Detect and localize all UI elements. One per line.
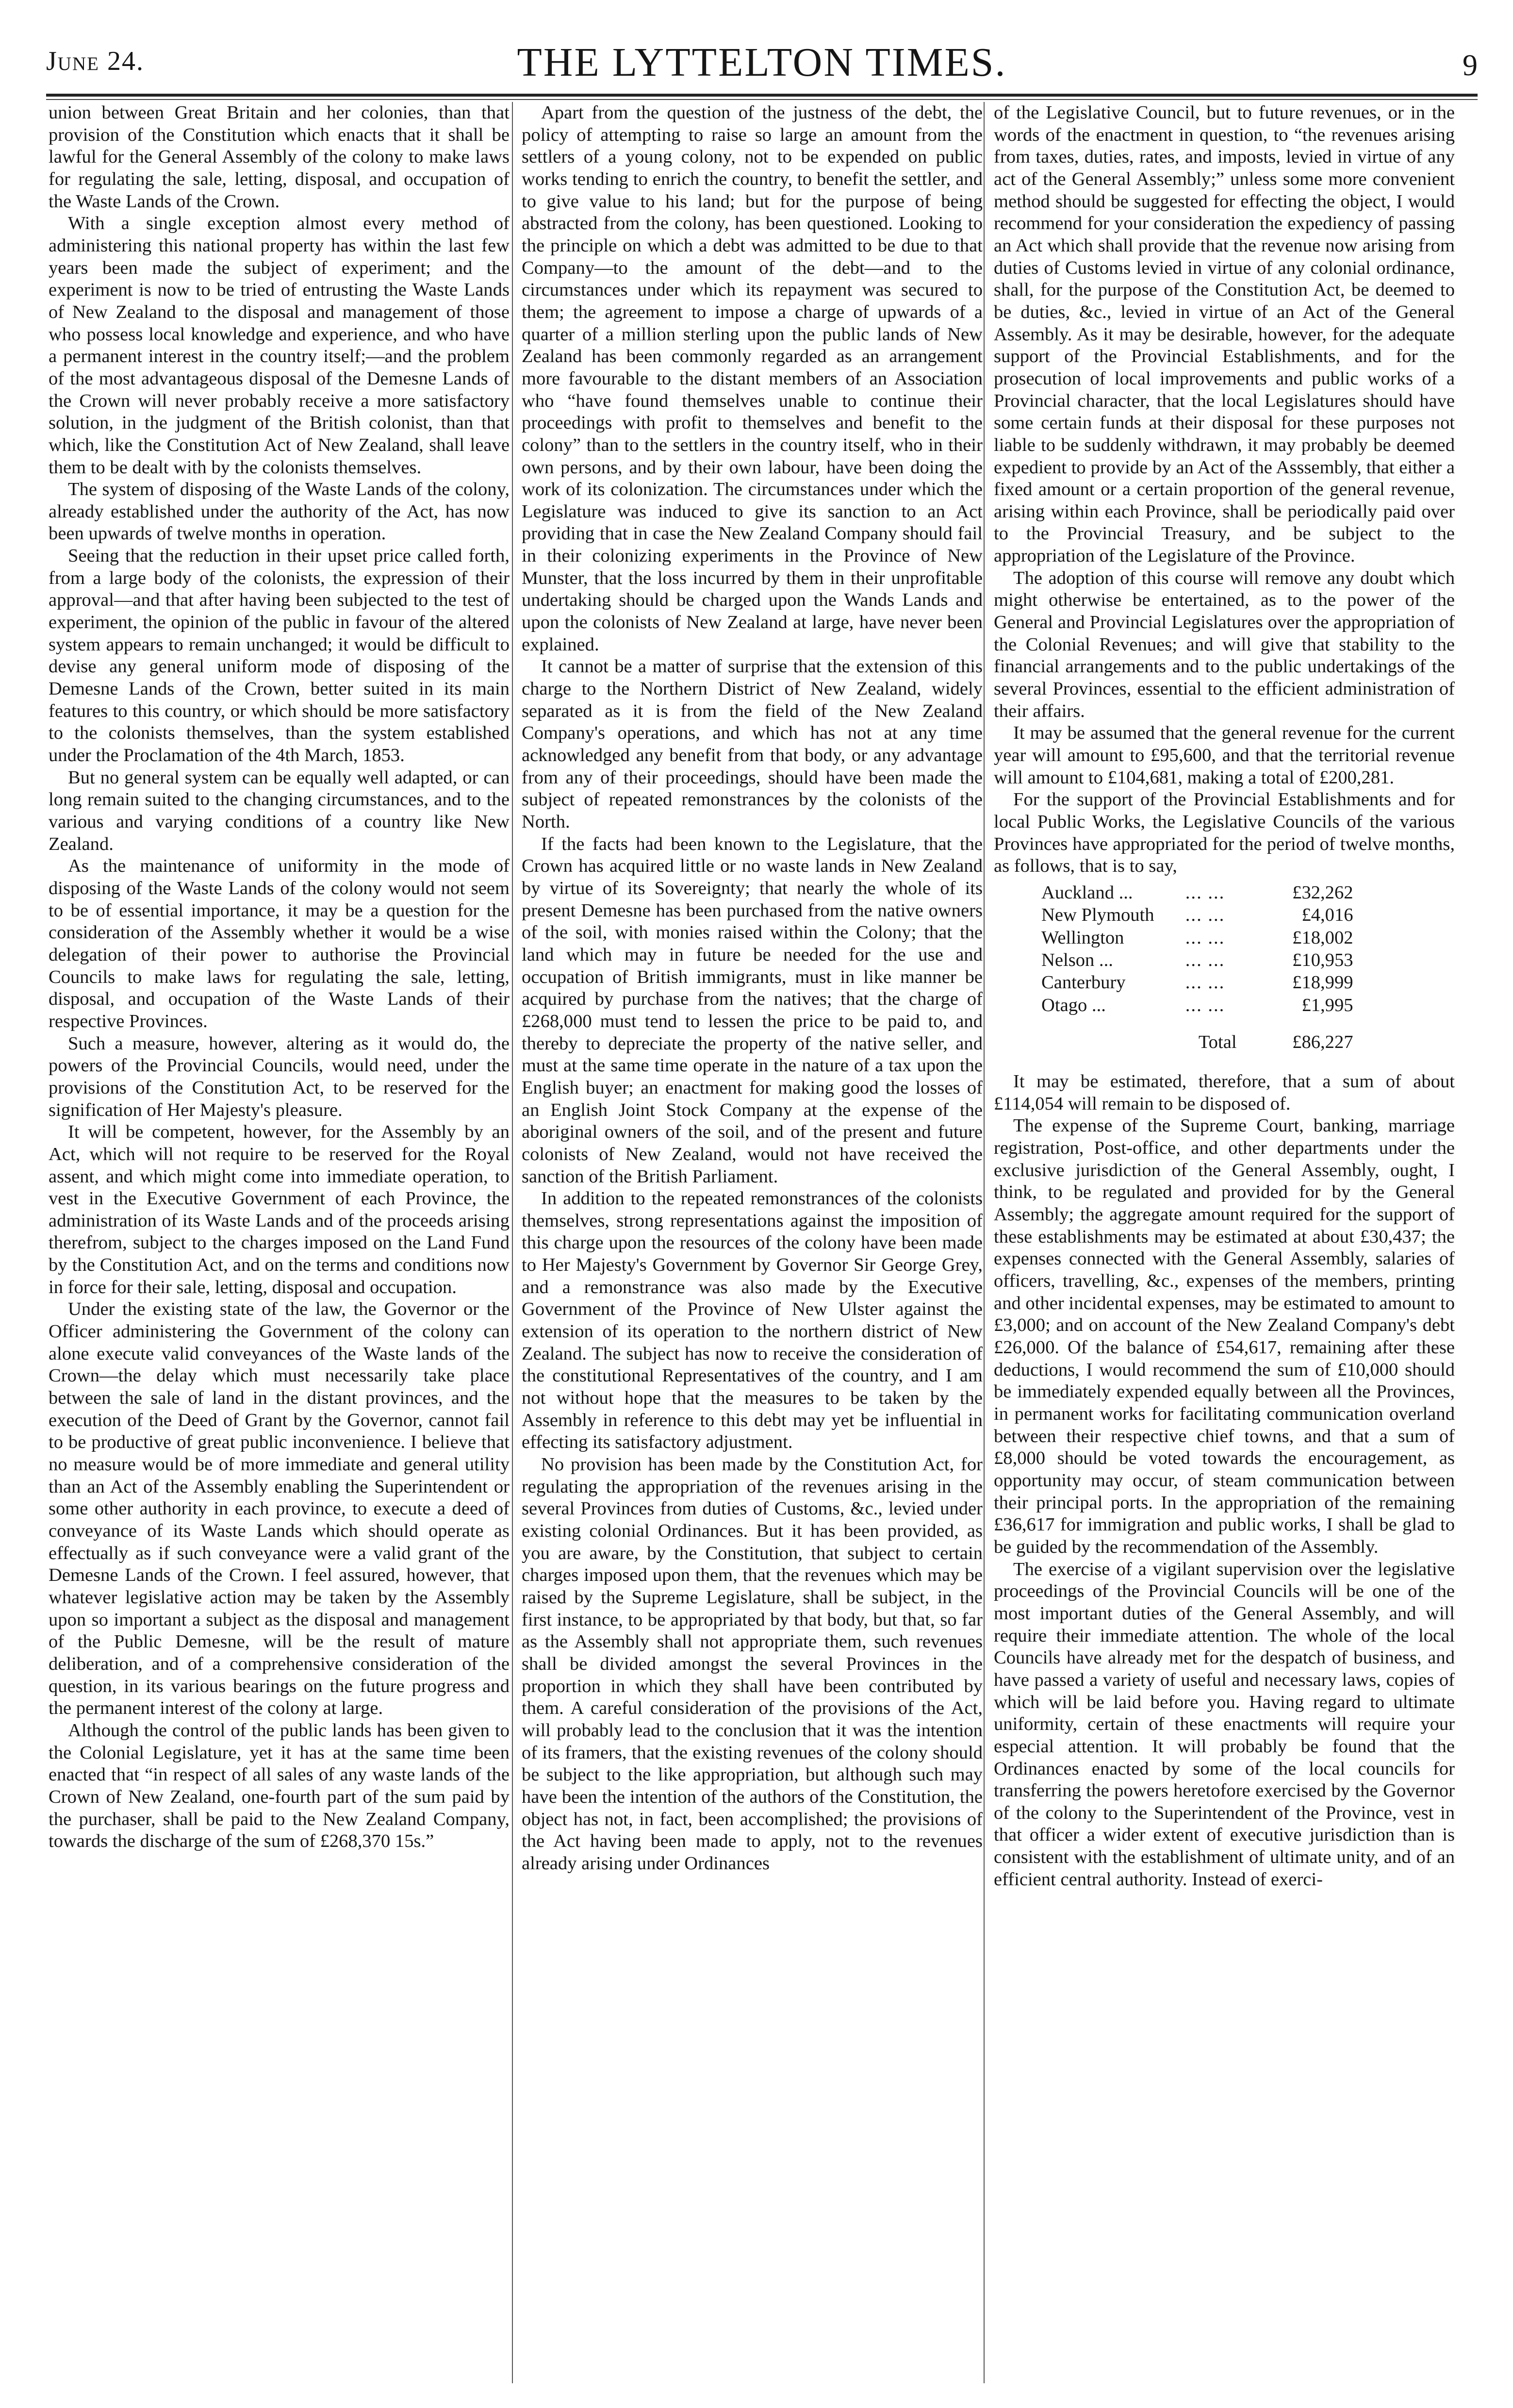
paragraph: It cannot be a matter of surprise that the extension of this charge to the Northern District of New Zealand, widely separated as it is from the field of the New Zealand Company's operations, and which has not at any time acknowledged any benefit from that body, or any advantage from any of their proceedings, should have been made the subject of repeated remonstrances by the colonists of the North. — [522, 656, 983, 832]
column-1 — [49, 102, 510, 2393]
province-amount: £1,995 — [1301, 995, 1353, 1015]
leader-dots: ... ... — [1185, 972, 1225, 993]
column-divider — [512, 102, 513, 2383]
total-row — [1041, 1016, 1353, 1053]
column-divider — [984, 102, 985, 2383]
paragraph: Under the existing state of the law, the Governor or the Officer administering the Government of the colony can alone execute valid conveyances of the Waste lands of the Crown—the delay which must necessarily take place between the sale of land in the distant provinces, and the execution of the Deed of Grant by the Governor, cannot fail to be productive of great public inconvenience. I believe that no measure would be of more immediate and general utility than an Act of the Assembly enabling the Superintendent or some other authority in each province, to execute a deed of conveyance of its Waste Lands which should operate as effectually as if such conveyance were a valid grant of the Demesne Lands of the Crown. I feel assured, however, that whatever legislative action may be taken by the Assembly upon so important a subject as the disposal and management of the Public Demesne, will be the result of mature deliberation, and of a comprehensive consideration of the question, in its various bearings on the future progress and the permanent interest of the colony at large. — [49, 1299, 510, 1719]
page-number: 9 — [1463, 49, 1478, 82]
paragraph: It may be estimated, therefore, that a sum of about £114,054 will remain to be disposed of. — [994, 1071, 1455, 1114]
province-amount: £10,953 — [1292, 949, 1353, 970]
paragraph: With a single exception almost every method of administering this national property has within the last few years been made the subject of experiment; and the experiment is now to be tried of entrusting the Waste Lands of New Zealand to the disposal and management of those who possess local knowledge and experience, and who have a permanent interest in the country itself;—and the problem of the most advantageous disposal of the Demesne Lands of the Crown will never probably receive a more satisfactory solution, in the judgment of the British colonist, than that which, like the Constitution Act of New Zealand, shall leave them to be dealt with by the colonists themselves. — [49, 213, 510, 478]
table-row — [1041, 904, 1353, 926]
leader-dots: ... ... — [1185, 905, 1225, 926]
paragraph: If the facts had been known to the Legislature, that the Crown has acquired little or no waste lands in New Zealand by virtue of its Sovereignty; that nearly the whole of its present Demesne has been purchased from the native owners of the soil, with monies raised within the Colony; that the land which may in future be needed for the use and occupation of British immigrants, must in like manner be acquired by purchase from the natives; that the charge of £268,000 must tend to lessen the price to be paid to, and thereby to depreciate the property of the native seller, and must at the same time operate in the nature of a tax upon the English buyer; an enactment for making good the losses of an English Joint Stock Company at the expense of the aboriginal owners of the soil, and of the present and future colonists of New Zealand, would not have received the sanction of the British Parliament. — [522, 833, 983, 1187]
leader-dots: ... ... — [1185, 882, 1225, 903]
column-3 — [994, 102, 1455, 2393]
newspaper-title: THE LYTTELTON TIMES. — [517, 40, 1007, 85]
paragraph: of the Legislative Council, but to future revenues, or in the words of the enactment in question, to “the revenues arising from taxes, duties, rates, and imposts, levied in virtue of any act of the General Assembly;” unless some more convenient method should be suggested for effecting the object, I would recommend for your consideration the expediency of passing an Act which shall provide that the revenue now arising from duties of Customs levied in virtue of any colonial ordinance, shall, for the purpose of the Constitution Act, be deemed to be duties, &c., levied in virtue of an Act of the General Assembly. As it may be desirable, however, for the adequate support of the Provincial Establishments, and for the prosecution of local improvements and public works of a Provincial character, that the local Legislatures should have some certain funds at their disposal for these purposes not liable to be suddenly withdrawn, it may probably be deemed expedient to provide by an Act of the Asssembly, that either a fixed amount or a certain proportion of the general revenue, arising within each Province, shall be periodically paid over to the Provincial Treasury, and be subject to the appropriation of the Legislature of the Province. — [994, 102, 1455, 566]
paragraph: The expense of the Supreme Court, banking, marriage registration, Post-office, and other departments under the exclusive jurisdiction of the General Assembly, ought, I think, to be regulated and provided for by the General Assembly; the aggregate amount required for the support of these establishments may be estimated at about £30,437; the expenses connected with the General Assembly, salaries of officers, travelling, &c., expenses of the members, printing and other incidental expenses, may be estimated to amount to £3,000; and on account of the New Zealand Company's debt £26,000. Of the balance of £54,617, remaining after these deductions, I would recommend the sum of £10,000 should be immediately expended equally between all the Provinces, in permanent works for facilitating communication overland between their respective chief towns, and that a sum of £8,000 should be voted towards the encouragement, as opportunity may occur, of steam communication between their principal ports. In the appropriation of the remaining £36,617 for immigration and public works, I shall be glad to be guided by the recommendation of the Assembly. — [994, 1115, 1455, 1557]
leader-dots: ... ... — [1185, 927, 1225, 948]
masthead-rule-thin — [46, 99, 1478, 100]
leader-dots: ... ... — [1185, 949, 1225, 970]
province-name: New Plymouth — [1041, 905, 1154, 926]
table-row — [1041, 927, 1353, 949]
paragraph: For the support of the Provincial Establishments and for local Public Works, the Legislative Councils of the various Provinces have appropriated for the period of twelve months, as follows, that is to say, — [994, 789, 1455, 877]
total-label: Total — [1198, 1031, 1237, 1052]
province-name: Otago ... — [1041, 995, 1106, 1015]
table-row — [1041, 994, 1353, 1016]
table-row — [1041, 881, 1353, 904]
masthead-rule-thick — [46, 94, 1478, 97]
paragraph: Although the control of the public lands has been given to the Colonial Legislature, yet it has at the same time been enacted that “in respect of all sales of any waste lands of the Crown of New Zealand, one-fourth part of the sum paid by the purchaser, shall be paid to the New Zealand Company, towards the discharge of the sum of £268,370 15s.” — [49, 1720, 510, 1852]
province-name: Auckland ... — [1041, 882, 1133, 903]
province-amount: £32,262 — [1292, 882, 1353, 903]
province-amount: £18,002 — [1292, 927, 1353, 948]
province-name: Nelson ... — [1041, 949, 1113, 970]
province-name: Canterbury — [1041, 972, 1126, 993]
paragraph: As the maintenance of uniformity in the mode of disposing of the Waste Lands of the colony would not seem to be of essential importance, it may be a question for the consideration of the Assembly whether it would be a wise delegation of their power to authorise the Provincial Councils to make laws for regulating the sale, letting, disposal, and occupation of the Waste Lands of their respective Provinces. — [49, 856, 510, 1031]
province-name: Wellington — [1041, 927, 1124, 948]
paragraph: It will be competent, however, for the Assembly by an Act, which will not require to be reserved for the Royal assent, and which might come into immediate operation, to vest in the Executive Government of each Province, the administration of its Waste Lands and of the proceeds arising therefrom, subject to the charges imposed on the Land Fund by the Constitution Act, and on the terms and conditions now in force for their sale, letting, disposal and occupation. — [49, 1122, 510, 1297]
paragraph: union between Great Britain and her colonies, than that provision of the Constitution which enacts that it shall be lawful for the General Assembly of the colony to make laws for regulating the sale, letting, disposal, and occupation of the Waste Lands of the Crown. — [49, 102, 510, 212]
paragraph: The exercise of a vigilant supervision over the legislative proceedings of the Provincial Councils will be one of the most important duties of the General Assembly, and will require their immediate attention. The whole of the local Councils have already met for the despatch of business, and have passed a variety of useful and necessary laws, copies of which will be laid before you. Having regard to ultimate uniformity, certain of these enactments will require your especial attention. It will probably be found that the Ordinances enacted by some of the local councils for transferring the powers heretofore exercised by the Governor of the colony to the Superintendent of the Province, vest in that officer a wider extent of executive jurisdiction than is consistent with the establishment of ultimate unity, and of an efficient central authority. Instead of exerci- — [994, 1559, 1455, 1890]
column-2 — [522, 102, 983, 2393]
paragraph: Apart from the question of the justness of the debt, the policy of attempting to raise so large an amount from the settlers of a young colony, not to be expended on public works tending to enrich the country, to benefit the settler, and to give value to his land; but for the purpose of being abstracted from the colony, has been questioned. Looking to the principle on which a debt was admitted to be due to that Company—to the amount of the debt—and to the circumstances under which its repayment was secured to them; the agreement to impose a charge of upwards of a quarter of a million sterling upon the public lands of New Zealand has been commonly regarded as an arrangement more favourable to the distant members of an Association who “have found themselves unable to continue their proceedings with profit to themselves and benefit to the colony” than to the settlers in the country itself, who in their own persons, and by their own labour, have been doing the work of its colonization. The circumstances under which the Legislature was induced to give its sanction to an Act providing that in case the New Zealand Company should fail in their colonizing experiments in the Province of New Munster, that the loss incurred by them in their unprofitable undertaking should be charged upon the Wands Lands and upon the colonists of New Zealand at large, have never been explained. — [522, 102, 983, 655]
province-amount: £18,999 — [1292, 972, 1353, 993]
paragraph: But no general system can be equally well adapted, or can long remain suited to the changing circumstances, and to the various and varying conditions of a country like New Zealand. — [49, 767, 510, 854]
province-amount: £4,016 — [1301, 905, 1353, 926]
leader-dots: ... ... — [1185, 995, 1225, 1015]
issue-date: June 24. — [46, 46, 144, 76]
appropriations-table — [1041, 881, 1353, 1053]
paragraph: The adoption of this course will remove any doubt which might otherwise be entertained, as to the power of the General and Provincial Legislatures over the appropriation of the Colonial Revenues; and will give that stability to the financial arrangements and to the public undertakings of the several Provinces, essential to the efficient administration of their affairs. — [994, 567, 1455, 721]
paragraph: No provision has been made by the Constitution Act, for regulating the appropriation of the revenues arising in the several Provinces from duties of Customs, &c., levied under existing colonial Ordinances. But it has been provided, as you are aware, by the Constitution, that subject to certain charges imposed upon them, that the revenues which may be raised by the Supreme Legislature, shall be subject, in the first instance, to be appropriated by that body, but that, so far as the Assembly shall not appropriate them, such revenues shall be divided amongst the several Provinces in the proportion in which they shall have been contributed by them. A careful consideration of the provisions of the Act, will probably lead to the conclusion that it was the intention of its framers, that the existing revenues of the colony should be subject to the like appropriation, but although such may have been the intention of the authors of the Constitution, the object has not, in fact, been accomplished; the provisions of the Act having been made to apply, not to the revenues already arising under Ordinances — [522, 1454, 983, 1874]
total-amount: £86,227 — [1292, 1031, 1353, 1052]
paragraph: It may be assumed that the general revenue for the current year will amount to £95,600, and that the territorial revenue will amount to £104,681, making a total of £200,281. — [994, 723, 1455, 788]
table-row — [1041, 971, 1353, 994]
paragraph: In addition to the repeated remonstrances of the colonists themselves, strong representations against the imposition of this charge upon the resources of the colony have been made to Her Majesty's Government by Governor Sir George Grey, and a remonstrance was also made by the Executive Government of the Province of New Ulster against the extension of its operation to the northern district of New Zealand. The subject has now to receive the consideration of the constitutional Representatives of the country, and I am not without hope that the measures to be taken by the Assembly in reference to this debt may yet be influential in effecting its satisfactory adjustment. — [522, 1188, 983, 1453]
paragraph: The system of disposing of the Waste Lands of the colony, already established under the authority of the Act, has now been upwards of twelve months in operation. — [49, 479, 510, 544]
masthead — [46, 39, 1478, 92]
paragraph: Such a measure, however, altering as it would do, the powers of the Provincial Councils, would need, under the provisions of the Constitution Act, to be reserved for the signification of Her Majesty's pleasure. — [49, 1033, 510, 1120]
paragraph: Seeing that the reduction in their upset price called forth, from a large body of the colonists, the expression of their approval—and that after having been subjected to the test of experiment, the opinion of the public in favour of the altered system appears to remain unchanged; it would be difficult to devise any general uniform mode of disposing of the Demesne Lands of the Crown, better suited in its main features to this country, or which should be more satisfactory to the colonists themselves, than the system established under the Proclamation of the 4th March, 1853. — [49, 546, 510, 766]
table-row — [1041, 949, 1353, 971]
